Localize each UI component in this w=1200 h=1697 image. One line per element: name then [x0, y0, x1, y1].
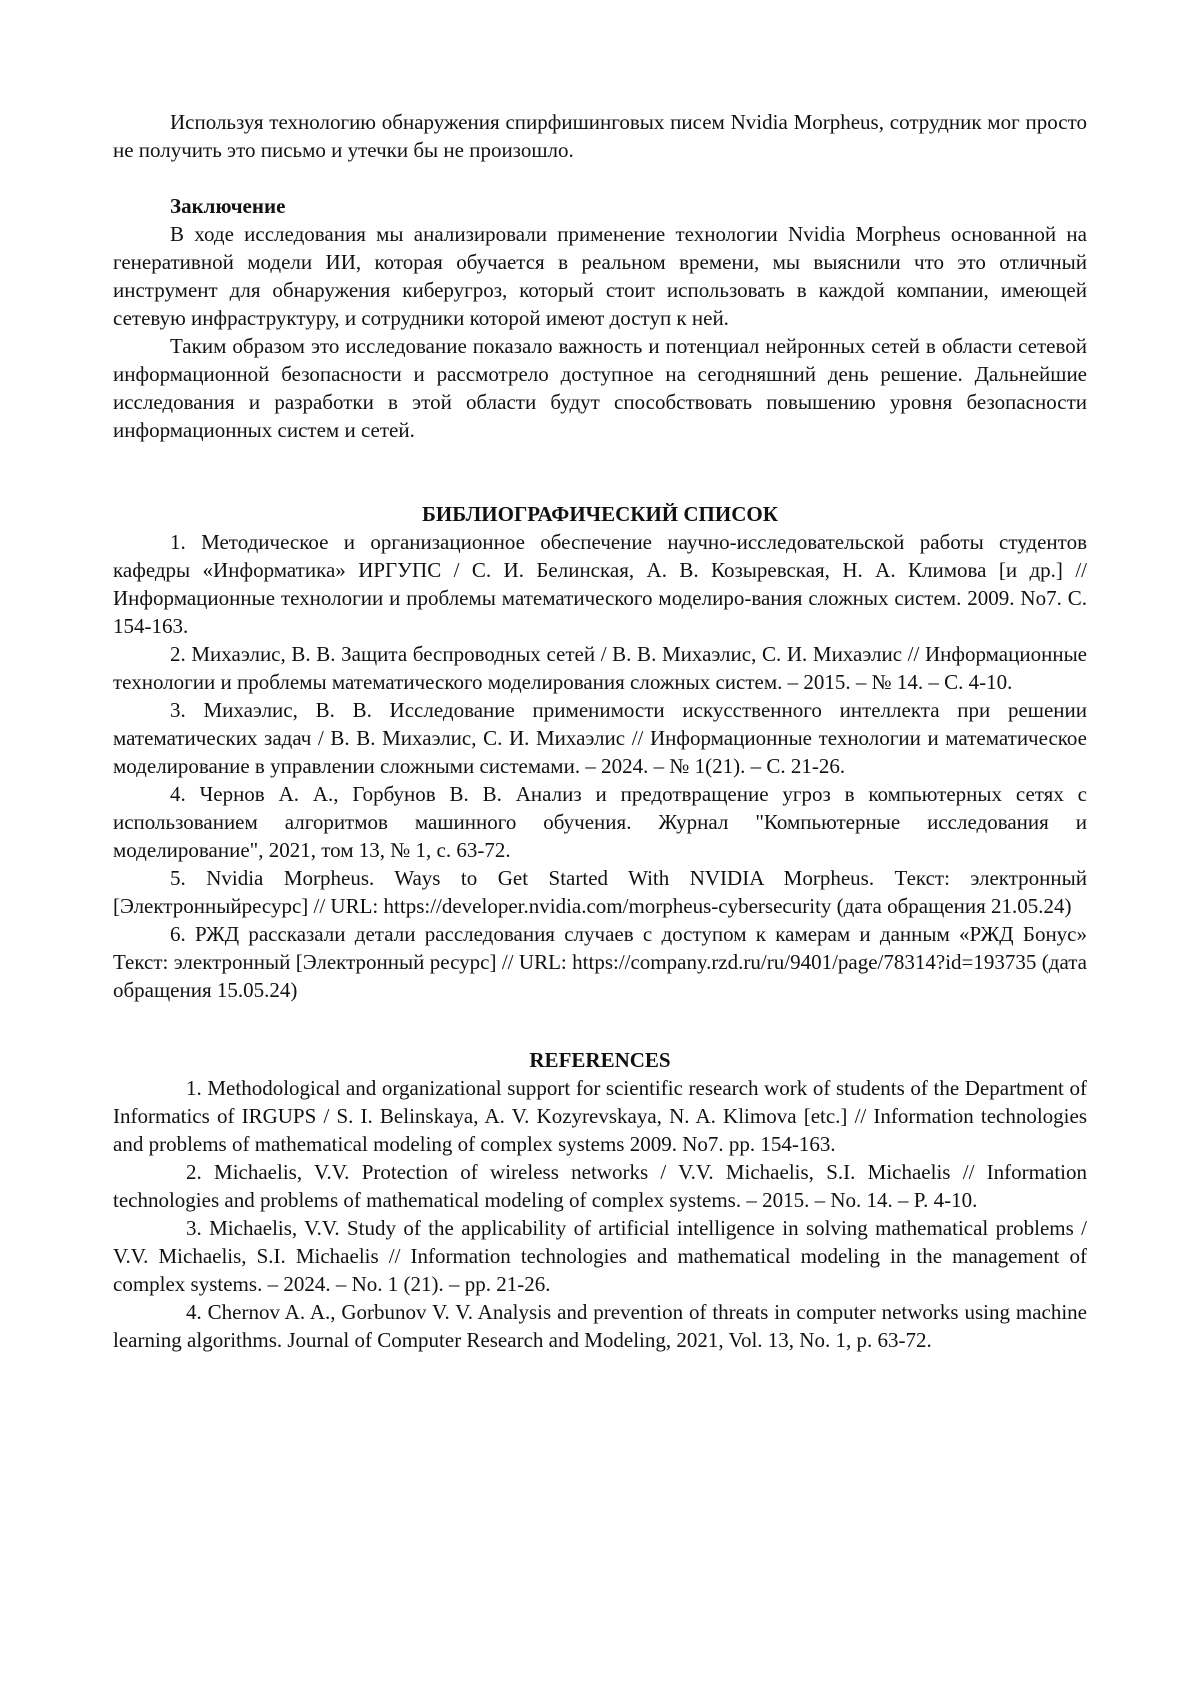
conclusion-paragraph-2: Таким образом это исследование показало важность и потенциал нейронных сетей в области сетевой информационной безопасности и рассмотрело доступное на сегодняшний день решение. Дальнейшие исследования и разработки в этой области будут способствовать повышению уровня безопасности информационных систем и сетей. [113, 334, 1087, 442]
bibliography-item-1: 1. Методическое и организационное обеспечение научно-исследовательской работы студентов кафедры «Информатика» ИРГУПС / С. И. Белинская, А. В. Козыревская, Н. А. Климова [и др.] // Информационные технологии и проблемы математического моделиро-вания сложных систем. 2009. No7. С. 154-163. [113, 530, 1087, 638]
reference-item-2: 2. Michaelis, V.V. Protection of wireless networks / V.V. Michaelis, S.I. Michaelis // Information technologies and problems of mathematical modeling of complex systems. – 2015. – No. 14. – P. 4-10. [113, 1160, 1087, 1212]
reference-item-1: 1. Methodological and organizational support for scientific research work of students of the Department of Informatics of IRGUPS / S. I. Belinskaya, A. V. Kozyrevskaya, N. A. Klimova [etc.] // Information technologies and problems of mathematical modeling of complex systems 2009. No7. pp. 154-163. [113, 1076, 1087, 1156]
bibliography-title: БИБЛИОГРАФИЧЕСКИЙ СПИСОК [422, 502, 778, 526]
conclusion-heading: Заключение [170, 194, 286, 218]
spacer [113, 444, 1087, 500]
bibliography-item-2: 2. Михаэлис, В. В. Защита беспроводных сетей / В. В. Михаэлис, С. И. Михаэлис // Информационные технологии и проблемы математического моделирования сложных систем. – 2015. – № 14. – С. 4-10. [113, 642, 1087, 694]
spacer [113, 1004, 1087, 1032]
bibliography-item-6: 6. РЖД рассказали детали расследования случаев с доступом к камерам и данным «РЖД Бонус» Текст: электронный [Электронный ресурс] // URL: https://company.rzd.ru/ru/9401/page/78314?id=193735 (дата обращения 15.05.24) [113, 922, 1087, 1002]
intro-paragraph: Используя технологию обнаружения спирфишинговых писем Nvidia Morpheus, сотрудник мог просто не получить это письмо и утечки бы не произошло. [113, 110, 1087, 162]
bibliography-item-4: 4. Чернов А. А., Горбунов В. В. Анализ и предотвращение угроз в компьютерных сетях с использованием алгоритмов машинного обучения. Журнал "Компьютерные исследования и моделирование", 2021, том 13, № 1, с. 63-72. [113, 782, 1087, 862]
references-title: REFERENCES [529, 1048, 671, 1072]
bibliography-item-5: 5. Nvidia Morpheus. Ways to Get Started With NVIDIA Morpheus. Текст: электронный [Электронныйресурс] // URL: https://developer.nvidia.com/morpheus-cybersecurity (дата обращения 21.05.24) [113, 866, 1087, 918]
conclusion-paragraph-1: В ходе исследования мы анализировали применение технологии Nvidia Morpheus основанной на генеративной модели ИИ, которая обучается в реальном времени, мы выяснили что это отличный инструмент для обнаружения киберугроз, который стоит использовать в каждой компании, имеющей сетевую инфраструктуру, и сотрудники которой имеют доступ к ней. [113, 222, 1087, 330]
reference-item-3: 3. Michaelis, V.V. Study of the applicability of artificial intelligence in solving mathematical problems / V.V. Michaelis, S.I. Michaelis // Information technologies and mathematical modeling in the management of complex systems. – 2024. – No. 1 (21). – pp. 21-26. [113, 1216, 1087, 1296]
spacer [113, 164, 1087, 192]
reference-item-4: 4. Chernov A. A., Gorbunov V. V. Analysis and prevention of threats in computer networks using machine learning algorithms. Journal of Computer Research and Modeling, 2021, Vol. 13, No. 1, p. 63-72. [113, 1300, 1087, 1352]
bibliography-item-3: 3. Михаэлис, В. В. Исследование применимости искусственного интеллекта при решении математических задач / В. В. Михаэлис, С. И. Михаэлис // Информационные технологии и математическое моделирование в управлении сложными системами. – 2024. – № 1(21). – С. 21-26. [113, 698, 1087, 778]
